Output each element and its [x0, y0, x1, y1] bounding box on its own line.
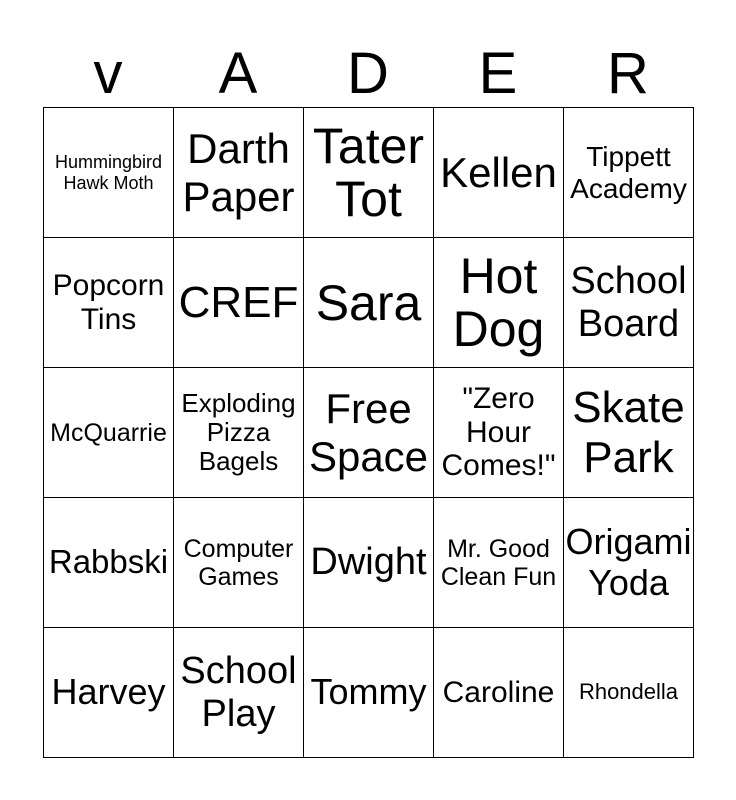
header-letter-4: E [478, 41, 518, 106]
bingo-board [43, 107, 694, 758]
bingo-cell-r3c5[interactable] [564, 368, 694, 498]
cell-text: Kellen [440, 148, 557, 196]
cell-text: Darth Paper [182, 125, 295, 220]
bingo-cell-r5c5[interactable] [564, 628, 694, 758]
cell-text: Exploding Pizza Bagels [181, 387, 296, 477]
bingo-cell-r3c1[interactable] [44, 368, 174, 498]
cell-text: Harvey [51, 671, 166, 713]
bingo-cell-r2c4[interactable] [434, 238, 564, 368]
bingo-cell-r3c4[interactable] [434, 368, 564, 498]
bingo-cell-r2c2[interactable] [174, 238, 304, 368]
cell-text: Free Space [308, 385, 429, 480]
cell-text: Caroline [442, 675, 555, 709]
cell-text: Skate Park [572, 383, 685, 482]
header-letter-5: R [607, 41, 649, 106]
bingo-cell-r2c3[interactable] [304, 238, 434, 368]
cell-text: Dwight [310, 541, 427, 584]
header-letter-2: A [218, 41, 258, 106]
bingo-cell-r2c1[interactable] [44, 238, 174, 368]
bingo-cell-r1c4[interactable] [434, 108, 564, 238]
cell-text: Rhondella [578, 679, 679, 705]
cell-text: CREF [178, 277, 299, 327]
cell-text: Mr. Good Clean Fun [440, 534, 557, 591]
bingo-cell-r5c3[interactable] [304, 628, 434, 758]
header-letter-1: v [93, 41, 123, 106]
bingo-cell-r1c1[interactable] [44, 108, 174, 238]
cell-text: Rabbski [48, 543, 169, 581]
header-letter-3: D [347, 41, 389, 106]
cell-text: Hot Dog [452, 248, 545, 357]
cell-text: "Zero Hour Comes!" [441, 382, 556, 483]
cell-text: Computer Games [183, 534, 294, 591]
bingo-cell-r1c3[interactable] [304, 108, 434, 238]
cell-text: Tater Tot [312, 118, 425, 227]
bingo-cell-r1c2[interactable] [174, 108, 304, 238]
cell-text: Sara [315, 274, 422, 331]
bingo-cell-r2c5[interactable] [564, 238, 694, 368]
bingo-cell-r5c2[interactable] [174, 628, 304, 758]
bingo-cell-r4c1[interactable] [44, 498, 174, 628]
bingo-cell-r4c2[interactable] [174, 498, 304, 628]
cell-text: Tommy [310, 671, 427, 713]
bingo-header [43, 40, 693, 108]
bingo-cell-r4c3[interactable] [304, 498, 434, 628]
bingo-cell-r5c1[interactable] [44, 628, 174, 758]
bingo-cell-r4c5[interactable] [564, 498, 694, 628]
cell-text: Popcorn Tins [52, 268, 165, 336]
bingo-cell-r3c3[interactable] [304, 368, 434, 498]
bingo-cell-r3c2[interactable] [174, 368, 304, 498]
cell-text: McQuarrie [50, 418, 167, 447]
cell-text: Tippett Academy [570, 141, 687, 204]
bingo-cell-r1c5[interactable] [564, 108, 694, 238]
bingo-cell-r4c4[interactable] [434, 498, 564, 628]
cell-text: School Play [180, 649, 297, 735]
cell-text: Hummingbird Hawk Moth [54, 152, 163, 193]
bingo-cell-r5c4[interactable] [434, 628, 564, 758]
cell-text: School Board [570, 259, 687, 345]
cell-text: Origami Yoda [565, 521, 692, 603]
